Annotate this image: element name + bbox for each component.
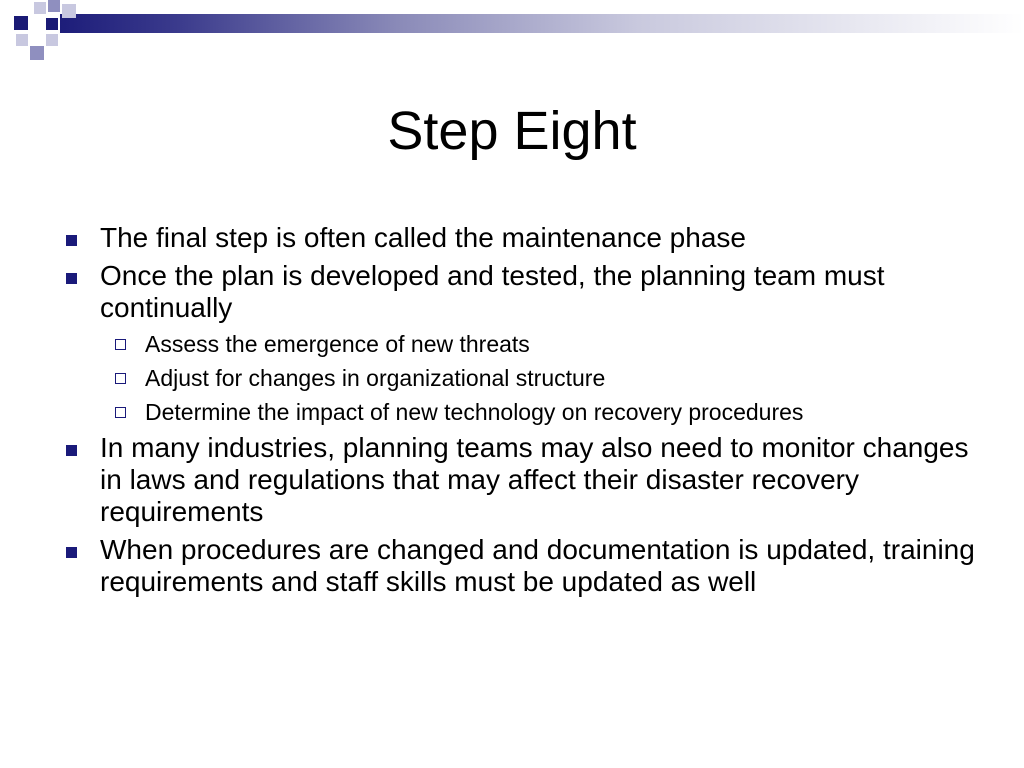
- decor-square: [16, 34, 28, 46]
- bullet-item: [60, 222, 980, 254]
- sub-bullet-text: Assess the emergence of new threats: [145, 331, 530, 357]
- sub-bullet-text: Adjust for changes in organizational structure: [145, 365, 606, 391]
- bullet-text: When procedures are changed and documentation is updated, training requirements and staff skills must be updated as well: [100, 534, 975, 597]
- square-bullet-icon: [66, 547, 77, 558]
- sub-bullet-item: [60, 364, 980, 392]
- bullet-item: [60, 534, 980, 598]
- square-bullet-icon: [66, 273, 77, 284]
- bullet-item: [60, 432, 980, 528]
- header-gradient-bar: [60, 14, 1024, 33]
- sub-bullet-text: Determine the impact of new technology on recovery procedures: [145, 399, 804, 425]
- bullet-list: [60, 222, 980, 604]
- square-bullet-icon: [66, 445, 77, 456]
- decor-square: [48, 0, 60, 12]
- bullet-item: [60, 260, 980, 324]
- hollow-square-bullet-icon: [115, 407, 126, 418]
- bullet-text: The final step is often called the maintenance phase: [100, 222, 746, 253]
- hollow-square-bullet-icon: [115, 373, 126, 384]
- square-bullet-icon: [66, 235, 77, 246]
- decor-square: [30, 46, 44, 60]
- sub-bullet-list: [60, 330, 980, 426]
- slide-title: Step Eight: [387, 101, 637, 161]
- decor-square: [34, 2, 46, 14]
- sub-bullet-item: [60, 398, 980, 426]
- decor-square: [62, 4, 76, 18]
- sub-bullet-item: [60, 330, 980, 358]
- hollow-square-bullet-icon: [115, 339, 126, 350]
- decor-square: [46, 18, 58, 30]
- decor-square: [46, 34, 58, 46]
- bullet-text: In many industries, planning teams may also need to monitor changes in laws and regulations that may affect their disaster recovery requirements: [100, 432, 969, 527]
- bullet-text: Once the plan is developed and tested, the planning team must continually: [100, 260, 885, 323]
- decor-square: [14, 16, 28, 30]
